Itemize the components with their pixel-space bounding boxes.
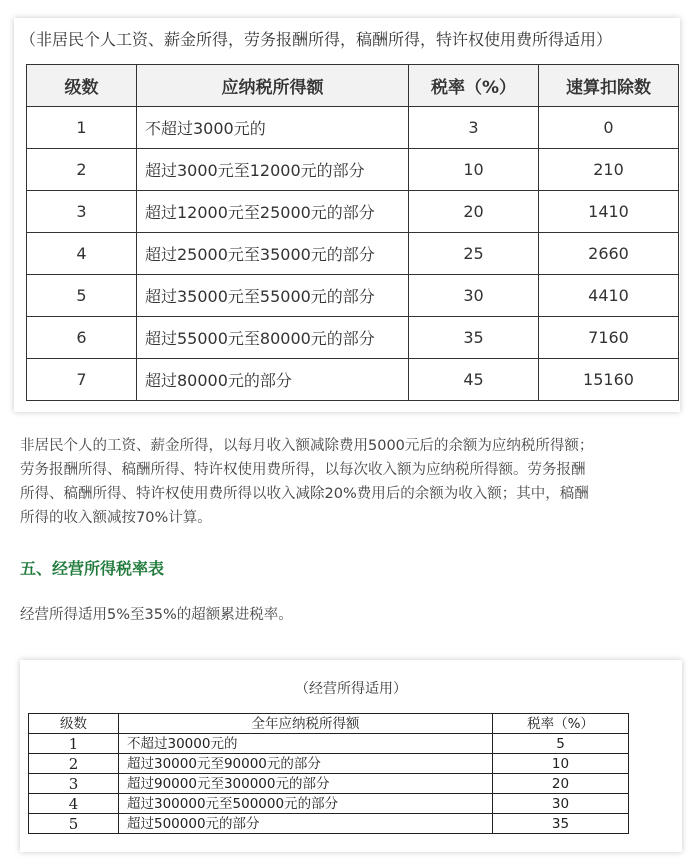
cell-level: 1	[27, 107, 137, 149]
cell-rate: 5	[493, 734, 629, 754]
cell-level: 5	[27, 275, 137, 317]
cell-range: 超过55000元至80000元的部分	[137, 317, 409, 359]
nonresident-explanation-paragraph	[20, 434, 686, 530]
cell-deduction: 1410	[539, 191, 679, 233]
cell-level: 2	[29, 754, 119, 774]
table-row	[27, 149, 679, 191]
tax-table-card-business	[20, 660, 682, 852]
cell-deduction: 210	[539, 149, 679, 191]
table-row	[27, 191, 679, 233]
table-row	[29, 734, 629, 754]
cell-deduction: 2660	[539, 233, 679, 275]
cell-rate: 45	[409, 359, 539, 401]
cell-deduction: 0	[539, 107, 679, 149]
cell-rate: 30	[493, 794, 629, 814]
table-row	[27, 107, 679, 149]
cell-level: 2	[27, 149, 137, 191]
cell-range: 不超过30000元的	[119, 734, 493, 754]
cell-deduction: 7160	[539, 317, 679, 359]
cell-level: 1	[29, 734, 119, 754]
cell-rate: 10	[493, 754, 629, 774]
header-annual-taxable-income: 全年应纳税所得额	[119, 714, 493, 734]
cell-range: 超过300000元至500000元的部分	[119, 794, 493, 814]
table2-caption: （经营所得适用）	[295, 681, 407, 697]
cell-range: 超过35000元至55000元的部分	[137, 275, 409, 317]
header-tax-rate: 税率（%）	[409, 65, 539, 107]
cell-deduction: 4410	[539, 275, 679, 317]
header-quick-deduction: 速算扣除数	[539, 65, 679, 107]
paragraph-line: 所得、稿酬所得、特许权使用费所得以收入减除20%费用后的余额为收入额；其中，稿酬	[20, 486, 589, 502]
table-row	[27, 359, 679, 401]
cell-level: 6	[27, 317, 137, 359]
cell-rate: 35	[493, 814, 629, 834]
tax-table-card-nonresident	[14, 18, 680, 412]
cell-rate: 20	[409, 191, 539, 233]
tax-rate-table-business	[28, 713, 629, 834]
table-row	[29, 814, 629, 834]
cell-range: 超过500000元的部分	[119, 814, 493, 834]
table-row	[29, 774, 629, 794]
cell-rate: 25	[409, 233, 539, 275]
table-row	[27, 275, 679, 317]
header-taxable-income: 应纳税所得额	[137, 65, 409, 107]
cell-level: 5	[29, 814, 119, 834]
cell-range: 超过25000元至35000元的部分	[137, 233, 409, 275]
table-row	[29, 754, 629, 774]
section-heading-business-income: 五、经营所得税率表	[20, 559, 165, 578]
cell-range: 超过12000元至25000元的部分	[137, 191, 409, 233]
cell-rate: 20	[493, 774, 629, 794]
cell-deduction: 15160	[539, 359, 679, 401]
cell-range: 超过90000元至300000元的部分	[119, 774, 493, 794]
cell-level: 3	[29, 774, 119, 794]
table-row	[29, 794, 629, 814]
paragraph-line: 非居民个人的工资、薪金所得，以每月收入额减除费用5000元后的余额为应纳税所得额；	[20, 438, 594, 454]
cell-rate: 30	[409, 275, 539, 317]
paragraph-line: 劳务报酬所得、稿酬所得、特许权使用费所得，以每次收入额为应纳税所得额。劳务报酬	[20, 462, 586, 478]
cell-range: 超过30000元至90000元的部分	[119, 754, 493, 774]
table-header-row	[29, 714, 629, 734]
cell-level: 4	[29, 794, 119, 814]
table-row	[27, 317, 679, 359]
cell-level: 3	[27, 191, 137, 233]
business-income-paragraph: 经营所得适用5%至35%的超额累进税率。	[20, 607, 293, 623]
header-level: 级数	[27, 65, 137, 107]
cell-level: 7	[27, 359, 137, 401]
cell-range: 超过3000元至12000元的部分	[137, 149, 409, 191]
tax-rate-table-nonresident	[26, 64, 679, 401]
table-row	[27, 233, 679, 275]
header-tax-rate: 税率（%）	[493, 714, 629, 734]
header-level: 级数	[29, 714, 119, 734]
paragraph-line: 所得的收入额减按70%计算。	[20, 510, 212, 526]
cell-range: 超过80000元的部分	[137, 359, 409, 401]
cell-range: 不超过3000元的	[137, 107, 409, 149]
table1-caption: （非居民个人工资、薪金所得，劳务报酬所得，稿酬所得，特许权使用费所得适用）	[20, 30, 613, 49]
cell-level: 4	[27, 233, 137, 275]
cell-rate: 10	[409, 149, 539, 191]
cell-rate: 3	[409, 107, 539, 149]
table-header-row	[27, 65, 679, 107]
cell-rate: 35	[409, 317, 539, 359]
